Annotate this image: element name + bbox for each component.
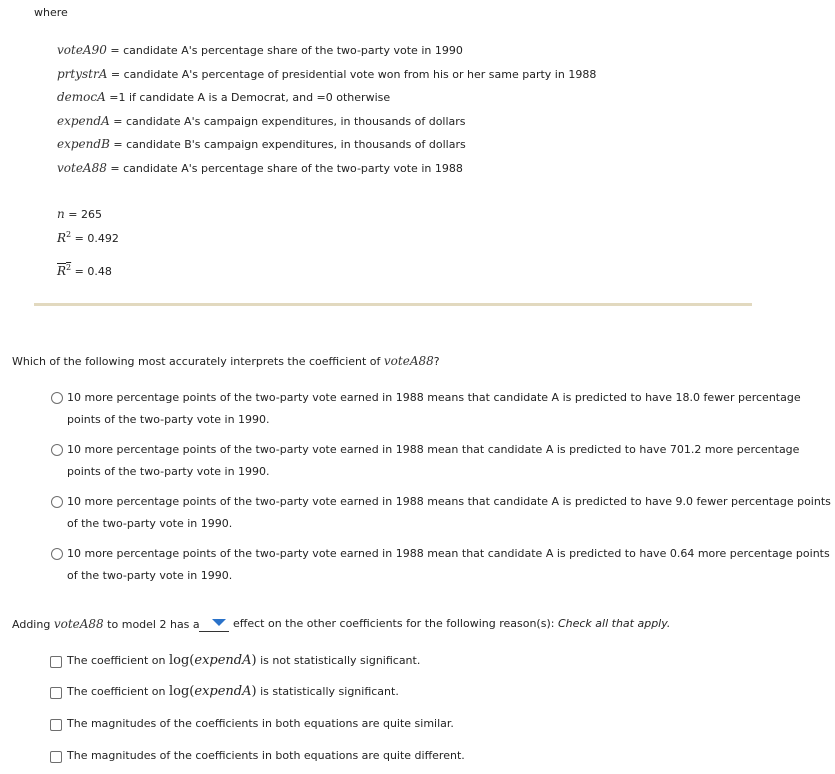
stat-r2-adjusted [57,263,112,278]
option-1-text[interactable]: 10 more percentage points of the two-party vote earned in 1988 means that candidate A is predicted to have 18.0 fewer percentage points of the two-party vote in 1990. [67,391,801,426]
definition-expenda [57,114,466,128]
definition-text: =1 if candidate A is a Democrat, and =0 otherwise [109,91,391,104]
radio-option-2[interactable] [51,444,63,456]
effect-dropdown[interactable] [199,614,229,632]
question-2-prompt-end: effect on the other coefficients for the following reason(s): Check all that apply. [233,617,671,630]
var-prtystra: prtystrA [57,67,108,81]
definition-text: = candidate B's campaign expenditures, in thousands of dollars [113,138,466,151]
definition-votea88 [57,161,463,175]
definition-text: = candidate A's campaign expenditures, in thousands of dollars [113,115,466,128]
checkbox-4-label[interactable]: The magnitudes of the coefficients in both equations are quite different. [67,749,465,762]
stat-r2 [57,230,119,245]
checkbox-3-label[interactable]: The magnitudes of the coefficients in both equations are quite similar. [67,717,454,730]
stat-n-value: = 265 [68,208,102,221]
option-3-text[interactable]: 10 more percentage points of the two-party vote earned in 1988 means that candidate A is predicted to have 9.0 fewer percentage points of the two-party vote in 1990. [67,495,831,530]
stat-n [57,207,102,221]
var-expenda: expendA [57,114,110,128]
option-4-text[interactable]: 10 more percentage points of the two-party vote earned in 1988 mean that candidate A is predicted to have 0.64 more percentage points of the two-party vote in 1990. [67,547,830,582]
checkbox-4[interactable] [50,751,62,763]
math-log-expenda: log(expendA) [169,684,257,699]
checkbox-2[interactable] [50,687,62,699]
definition-prtystra [57,67,596,81]
stat-n-label: n [57,207,65,221]
var-votea88: voteA88 [57,161,107,175]
question-2-prompt-start: Adding voteA88 to model 2 has a [12,617,200,631]
stat-r2bar-label: $R^2$ [57,263,72,278]
definition-expendb [57,137,466,151]
var-votea88: voteA88 [53,617,104,631]
checkbox-3[interactable] [50,719,62,731]
instruction-text: Check all that apply. [557,617,671,630]
intro-text: where [34,6,68,19]
definition-text: = candidate A's percentage share of the two-party vote in 1988 [110,162,463,175]
stat-r2-label: $R^2$ [57,230,72,245]
definition-text: = candidate A's percentage share of the two-party vote in 1990 [110,44,463,57]
math-log-expenda: log(expendA) [169,653,257,668]
var-expendb: expendB [57,137,110,151]
radio-option-4[interactable] [51,548,63,560]
chevron-down-icon[interactable] [212,619,226,626]
checkbox-1-label[interactable]: The coefficient on log(expendA) is not statistically significant. [67,653,421,668]
stat-r2bar-value: = 0.48 [74,265,112,278]
definition-votea90 [57,43,463,57]
section-divider [34,303,752,306]
question-1-prompt: Which of the following most accurately interprets the coefficient of voteA88? [12,354,440,368]
definition-democa [57,90,390,104]
radio-option-1[interactable] [51,392,63,404]
radio-option-3[interactable] [51,496,63,508]
definition-text: = candidate A's percentage of presidential vote won from his or her same party in 1988 [110,68,597,81]
checkbox-2-label[interactable]: The coefficient on log(expendA) is statistically significant. [67,684,399,699]
option-2-text[interactable]: 10 more percentage points of the two-party vote earned in 1988 mean that candidate A is predicted to have 701.2 more percentage points of the two-party vote in 1990. [67,443,800,478]
stat-r2-value: = 0.492 [74,232,119,245]
var-votea90: voteA90 [57,43,107,57]
var-votea88: voteA88 [383,354,434,368]
var-democa: democA [57,90,106,104]
checkbox-1[interactable] [50,656,62,668]
